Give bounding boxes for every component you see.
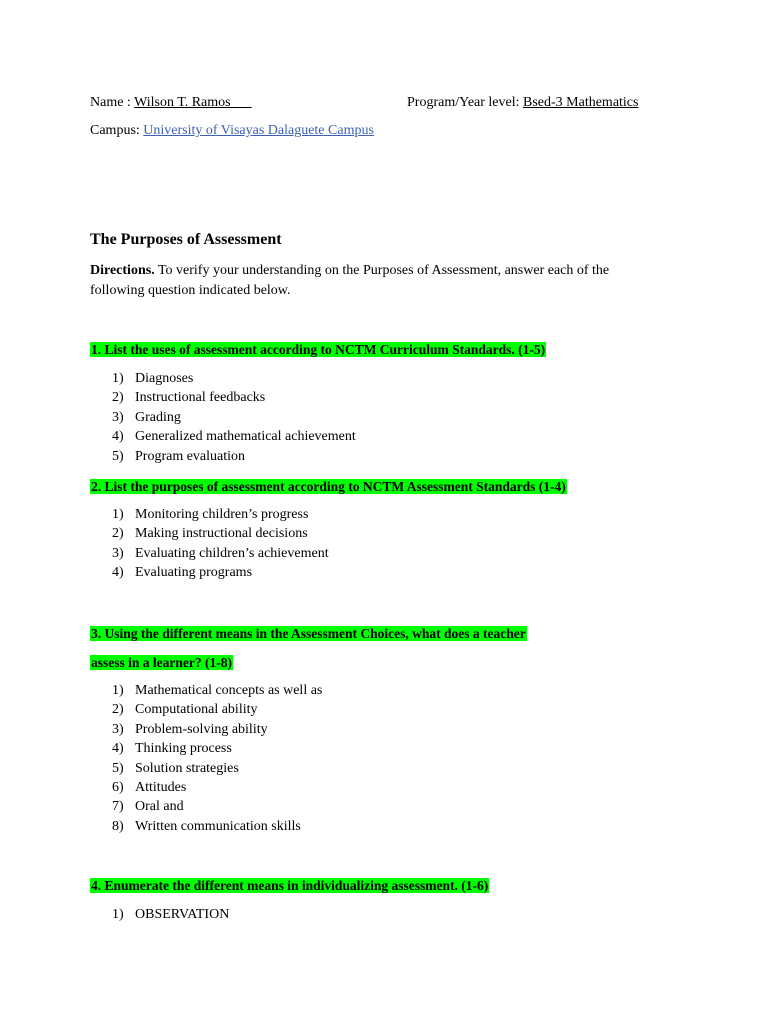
item-number: 1) [112, 683, 124, 698]
list-item [112, 563, 329, 582]
list-item [112, 700, 322, 719]
item-number: 1) [112, 507, 124, 522]
campus-label: Campus: [90, 123, 140, 138]
item-number: 1) [112, 371, 124, 386]
list-item [112, 524, 329, 543]
item-text: Diagnoses [135, 371, 194, 386]
directions-line-1 [90, 263, 609, 279]
item-text: Monitoring children’s progress [135, 507, 309, 522]
item-text: Computational ability [135, 702, 258, 718]
item-number: 2) [112, 702, 124, 718]
list-item [112, 447, 356, 466]
item-text: Evaluating programs [135, 565, 253, 581]
page-title: The Purposes of Assessment [90, 231, 282, 248]
question-4 [90, 877, 489, 895]
question-1 [90, 341, 546, 359]
campus-link[interactable]: University of Visayas Dalaguete Campus [143, 123, 374, 138]
list-item [112, 505, 329, 524]
item-number: 1) [112, 907, 124, 922]
list-item [112, 544, 329, 563]
item-text: Program evaluation [135, 448, 246, 464]
item-number: 4) [112, 429, 124, 445]
campus-row [90, 123, 374, 139]
item-text: Instructional feedbacks [135, 390, 266, 406]
item-number: 5) [112, 448, 124, 464]
list-item [112, 778, 322, 797]
list-item [112, 797, 322, 816]
item-text: Attitudes [135, 779, 187, 795]
item-text: Problem-solving ability [135, 721, 268, 737]
item-text: Oral and [135, 799, 184, 815]
item-text: OBSERVATION [135, 907, 230, 922]
list-item [112, 681, 322, 700]
list-item [112, 905, 229, 924]
item-number: 4) [112, 741, 124, 757]
list-item [112, 369, 356, 388]
item-text: Evaluating children’s achievement [135, 545, 329, 561]
item-number: 6) [112, 779, 124, 795]
item-number: 3) [112, 409, 124, 425]
question-3-line-1 [90, 625, 527, 643]
name-value: Wilson T. Ramos [134, 95, 252, 110]
name-row [90, 95, 252, 111]
question-3-text-1: 3. Using the different means in the Assessment Choices, what does a teacher [91, 626, 526, 641]
item-number: 2) [112, 390, 124, 406]
question-2-text: 2. List the purposes of assessment according to NCTM Assessment Standards (1-4) [91, 479, 566, 494]
item-text: Grading [135, 409, 181, 425]
list-item [112, 720, 322, 739]
item-number: 4) [112, 565, 124, 581]
directions-label: Directions. [90, 263, 155, 278]
question-1-text: 1. List the uses of assessment according to NCTM Curriculum Standards. (1-5) [91, 342, 546, 357]
item-number: 5) [112, 760, 124, 776]
item-number: 2) [112, 526, 124, 542]
program-value: Bsed-3 Mathematics [523, 95, 639, 110]
program-label: Program/Year level: [407, 95, 520, 110]
item-text: Written communication skills [135, 818, 301, 834]
list-item [112, 739, 322, 758]
list-item [112, 759, 322, 778]
item-number: 3) [112, 545, 124, 561]
question-3-text-2: assess in a learner? (1-8) [91, 655, 232, 670]
list-item [112, 817, 322, 836]
name-label: Name : [90, 95, 131, 110]
item-text: Generalized mathematical achievement [135, 429, 356, 445]
question-2 [90, 478, 567, 496]
question-2-answers [112, 505, 329, 583]
program-row [407, 95, 638, 111]
list-item [112, 408, 356, 427]
item-text: Making instructional decisions [135, 526, 308, 542]
directions-text-2: following question indicated below. [90, 283, 291, 298]
question-4-answers [112, 905, 229, 924]
item-number: 8) [112, 818, 124, 834]
question-3-answers [112, 681, 322, 836]
question-1-answers [112, 369, 356, 466]
item-text: Mathematical concepts as well as [135, 683, 323, 698]
list-item [112, 388, 356, 407]
item-number: 3) [112, 721, 124, 737]
item-number: 7) [112, 799, 124, 815]
item-text: Solution strategies [135, 760, 239, 776]
question-3-line-2 [90, 654, 233, 672]
question-4-text: 4. Enumerate the different means in individualizing assessment. (1-6) [91, 878, 489, 893]
directions-text-1: To verify your understanding on the Purposes of Assessment, answer each of the [157, 263, 610, 278]
list-item [112, 427, 356, 446]
item-text: Thinking process [135, 741, 232, 757]
